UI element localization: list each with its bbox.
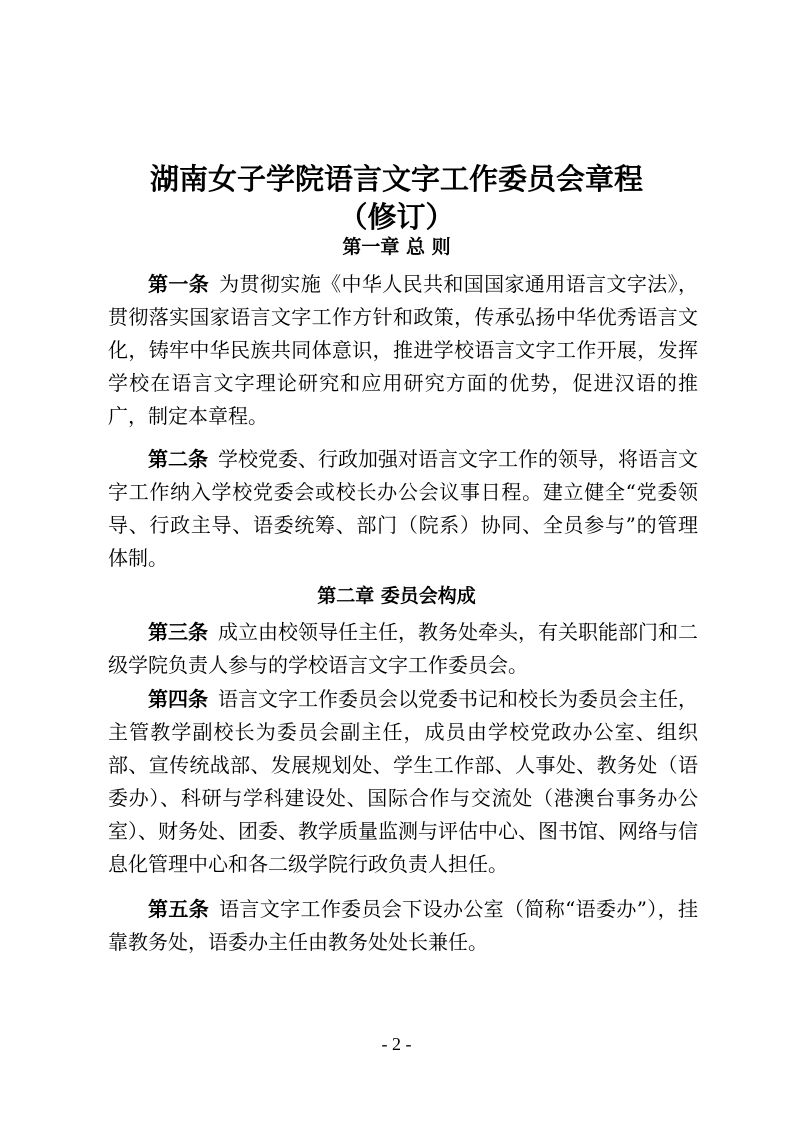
article-text: 学校党委、行政加强对语言文字工作的领导，将语言文字工作纳入学校党委会或校长办公会议事日程。建立健全“党委领导、行政主导、语委统筹、部门（院系）协同、全员参与”的管理体制。 xyxy=(108,447,698,570)
article-text: 为贯彻实施《中华人民共和国国家通用语言文字法》，贯彻落实国家语言文字工作方针和政策，传承弘扬中华优秀语言文化，铸牢中华民族共同体意识，推进学校语言文字工作开展，发挥学校在语言文字理论研究和应用研究方面的优势，促进汉语的推广，制定本章程。 xyxy=(108,272,699,428)
page-number: - 2 - xyxy=(381,1034,412,1054)
article-label: 第五条 xyxy=(148,897,210,921)
article-paragraph xyxy=(108,443,698,575)
article-text: 语言文字工作委员会下设办公室（简称“语委办”），挂靠教务处，语委办主任由教务处处长兼任。 xyxy=(108,897,698,954)
document-title: 湖南女子学院语言文字工作委员会章程 xyxy=(149,162,643,196)
article-paragraph xyxy=(108,683,698,881)
article-paragraph xyxy=(108,268,698,433)
article-label: 第二条 xyxy=(148,447,208,471)
article-label: 第三条 xyxy=(148,620,208,644)
article-label: 第一条 xyxy=(148,272,210,296)
chapter-heading: 第一章 总 则 xyxy=(342,236,451,258)
article-text: 语言文字工作委员会以党委书记和校长为委员会主任，主管教学副校长为委员会副主任，成员由学校党政办公室、组织部、宣传统战部、发展规划处、学生工作部、人事处、教务处（语委办）、科研与学科建设处、国际合作与交流处（港澳台事务办公室）、财务处、团委、教学质量监测与评估中心、图书馆、网络与信息化管理中心和各二级学院行政负责人担任。 xyxy=(108,687,698,876)
chapter-heading: 第二章 委员会构成 xyxy=(317,585,476,607)
article-paragraph xyxy=(108,616,698,682)
document-subtitle: （修订） xyxy=(338,200,455,234)
article-label: 第四条 xyxy=(148,687,208,711)
article-paragraph xyxy=(108,893,698,959)
article-text: 成立由校领导任主任，教务处牵头，有关职能部门和二级学院负责人参与的学校语言文字工作委员会。 xyxy=(108,620,698,677)
